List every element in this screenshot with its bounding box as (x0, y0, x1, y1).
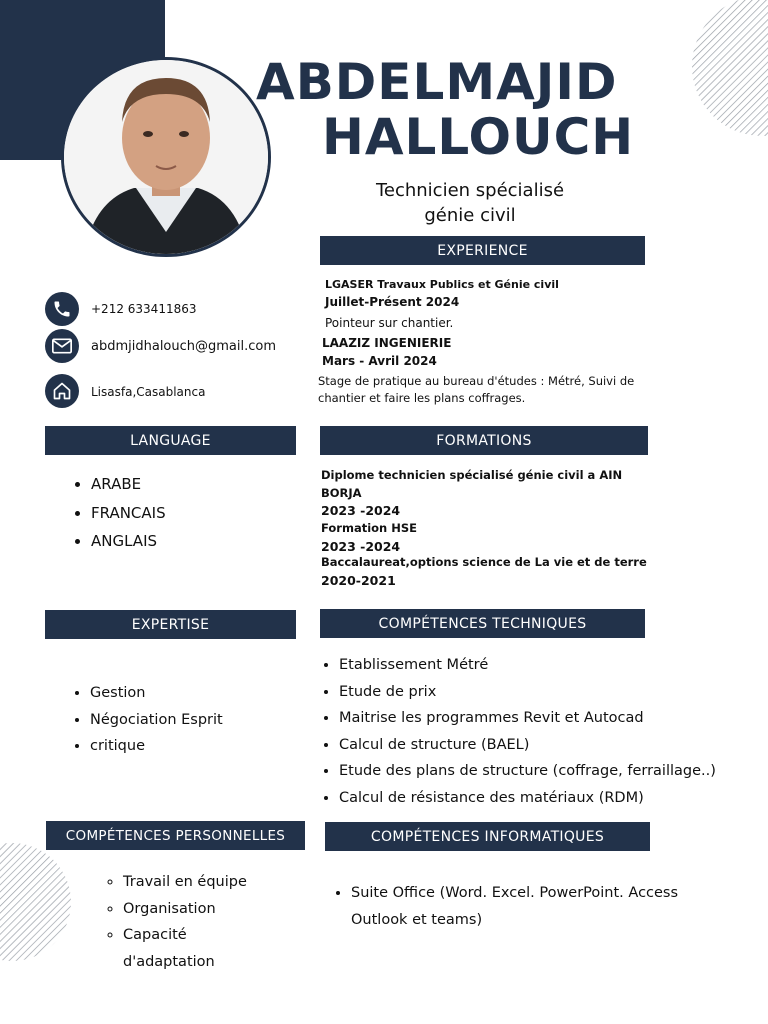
expertise-list (68, 680, 223, 760)
list-item: ◦ Travail en équipe (123, 869, 247, 896)
list-item: ◦ Capacité (123, 922, 247, 949)
competences-techniques-list (317, 652, 716, 811)
competences-personnelles-list (101, 869, 247, 975)
email-icon (45, 329, 79, 363)
profile-photo (61, 57, 271, 257)
experience-desc-2b: chantier et faire les plans coffrages. (318, 391, 526, 405)
list-item: • FRANCAIS (91, 499, 166, 528)
list-item: • ARABE (91, 470, 166, 499)
list-item: • Négociation Esprit (90, 707, 223, 734)
list-item: • Calcul de résistance des matériaux (RDM) (339, 785, 716, 812)
experience-date-2: Mars - Avril 2024 (322, 354, 437, 368)
section-competences-informatiques-header: COMPÉTENCES INFORMATIQUES (325, 822, 650, 851)
formation-date-3: 2020-2021 (321, 573, 396, 588)
decor-striped-circle-top (690, 0, 768, 138)
experience-company-2: LAAZIZ INGENIERIE (322, 336, 452, 350)
home-icon (45, 374, 79, 408)
section-competences-techniques-header: COMPÉTENCES TECHNIQUES (320, 609, 645, 638)
list-item: • ANGLAIS (91, 527, 166, 556)
section-formations-header: FORMATIONS (320, 426, 648, 455)
list-item: • Etude de prix (339, 679, 716, 706)
email-address[interactable]: abdmjidhalouch@gmail.com (91, 339, 277, 354)
list-item: Outlook et teams) (351, 911, 483, 928)
list-item: • Etablissement Métré (339, 652, 716, 679)
name-last: HALLOUCH (322, 108, 635, 166)
list-item: ◦ Organisation (123, 896, 247, 923)
formation-date-1: 2023 -2024 (321, 503, 401, 518)
formation-title-1b: BORJA (321, 486, 362, 500)
list-item: d'adaptation (123, 953, 215, 970)
experience-company-1: LGASER Travaux Publics et Génie civil (325, 278, 559, 291)
formation-title-1a: Diplome technicien spécialisé génie civil a AIN (321, 468, 623, 482)
list-item: • critique (90, 733, 223, 760)
section-competences-personnelles-header: COMPÉTENCES PERSONNELLES (46, 821, 305, 850)
experience-desc-2a: Stage de pratique au bureau d'études : Métré, Suivi de (318, 374, 635, 388)
section-language-header: LANGUAGE (45, 426, 296, 455)
list-item: • Calcul de structure (BAEL) (339, 732, 716, 759)
formation-title-2: Formation HSE (321, 521, 417, 535)
name-first: ABDELMAJID (256, 53, 618, 111)
formation-date-2: 2023 -2024 (321, 539, 401, 554)
list-item: • Maitrise les programmes Revit et Autocad (339, 705, 716, 732)
address: Lisasfa,Casablanca (91, 385, 206, 399)
list-item: • Gestion (90, 680, 223, 707)
experience-date-1: Juillet-Présent 2024 (325, 295, 460, 309)
formation-title-3: Baccalaureat,options science de La vie et de terre (321, 555, 647, 569)
list-item: • Etude des plans de structure (coffrage, ferraillage..) (339, 758, 716, 785)
experience-desc-1: Pointeur sur chantier. (325, 316, 454, 330)
phone-number[interactable]: +212 633411863 (91, 302, 197, 316)
phone-icon (45, 292, 79, 326)
section-experience-header: EXPERIENCE (320, 236, 645, 265)
job-title-line2: génie civil (424, 205, 516, 226)
language-list (69, 470, 166, 556)
decor-striped-circle-bottom (0, 842, 72, 964)
section-expertise-header: EXPERTISE (45, 610, 296, 639)
list-item: • Suite Office (Word. Excel. PowerPoint. Access (351, 880, 678, 907)
person-portrait-icon (64, 60, 268, 254)
job-title-line1: Technicien spécialisé (375, 180, 565, 201)
competences-informatiques-list (329, 880, 678, 933)
